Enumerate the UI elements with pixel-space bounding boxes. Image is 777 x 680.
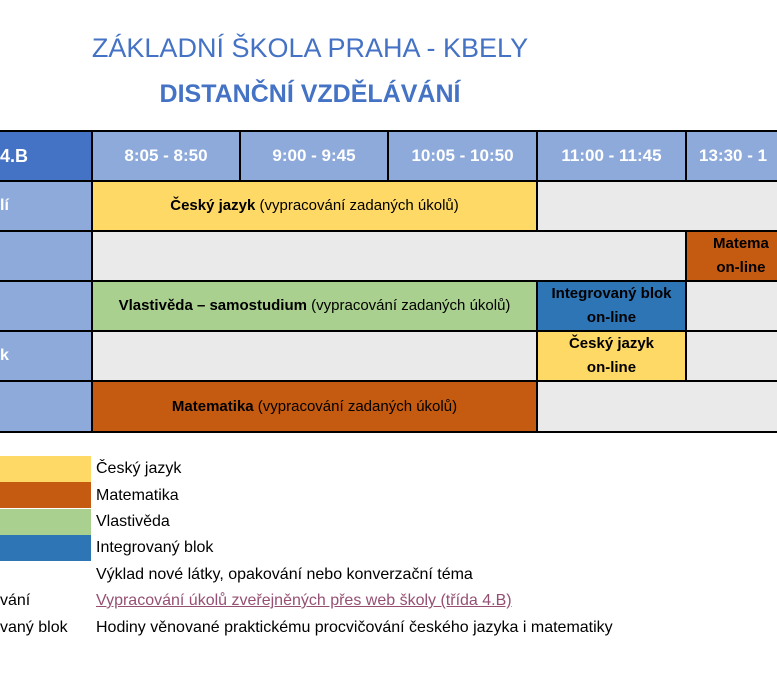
slot-empty <box>536 380 777 433</box>
day-label-2 <box>0 230 93 282</box>
legend-online-description: Výklad nové látky, opakování nebo konverzační téma <box>96 566 473 583</box>
day-label-4: k <box>0 330 93 382</box>
slot-vlastiveda: Vlastivěda – samostudium (vypracování zadaných úkolů) <box>91 280 538 332</box>
legend-self-study-label: vání <box>0 592 31 609</box>
legend-label-matematika: Matematika <box>96 487 179 504</box>
legend-swatch-matematika <box>0 482 91 508</box>
slot-matematika-online: Matema on-line <box>685 230 777 282</box>
slot-empty <box>685 330 777 382</box>
time-header-2: 9:00 - 9:45 <box>239 130 389 182</box>
time-header-1: 8:05 - 8:50 <box>91 130 241 182</box>
day-label-5 <box>0 380 93 433</box>
page-subtitle: DISTANČNÍ VZDĚLÁVÁNÍ <box>159 80 461 108</box>
legend-blok-description: Hodiny věnované praktickému procvičování českého jazyka i matematiky <box>96 619 613 636</box>
self-study-link[interactable]: Vypracování úkolů zveřejněných přes web školy (třída 4.B) <box>96 592 512 609</box>
legend-swatch-integrovany-blok <box>0 535 91 561</box>
slot-empty <box>91 230 687 282</box>
legend-label-vlastiveda: Vlastivěda <box>96 513 170 530</box>
legend-swatch-vlastiveda <box>0 509 91 535</box>
slot-cesky-jazyk: Český jazyk (vypracování zadaných úkolů) <box>91 180 538 232</box>
slot-cesky-jazyk-online: Český jazyk on-line <box>536 330 687 382</box>
legend-blok-label: vaný blok <box>0 619 68 636</box>
time-header-5: 13:30 - 1 <box>685 130 777 182</box>
legend-label-cesky-jazyk: Český jazyk <box>96 460 182 477</box>
slot-matematika: Matematika (vypracování zadaných úkolů) <box>91 380 538 433</box>
slot-empty <box>91 330 538 382</box>
legend-swatch-cesky-jazyk <box>0 456 91 482</box>
day-label-3 <box>0 280 93 332</box>
school-title: ZÁKLADNÍ ŠKOLA PRAHA - KBELY <box>91 33 529 63</box>
time-header-4: 11:00 - 11:45 <box>536 130 687 182</box>
slot-empty <box>536 180 777 232</box>
class-label: 4.B <box>0 130 93 182</box>
day-label-1: lí <box>0 180 93 232</box>
slot-empty <box>685 280 777 332</box>
time-header-3: 10:05 - 10:50 <box>387 130 538 182</box>
slot-integrovany-blok: Integrovaný blok on-line <box>536 280 687 332</box>
legend-label-integrovany-blok: Integrovaný blok <box>96 539 214 556</box>
